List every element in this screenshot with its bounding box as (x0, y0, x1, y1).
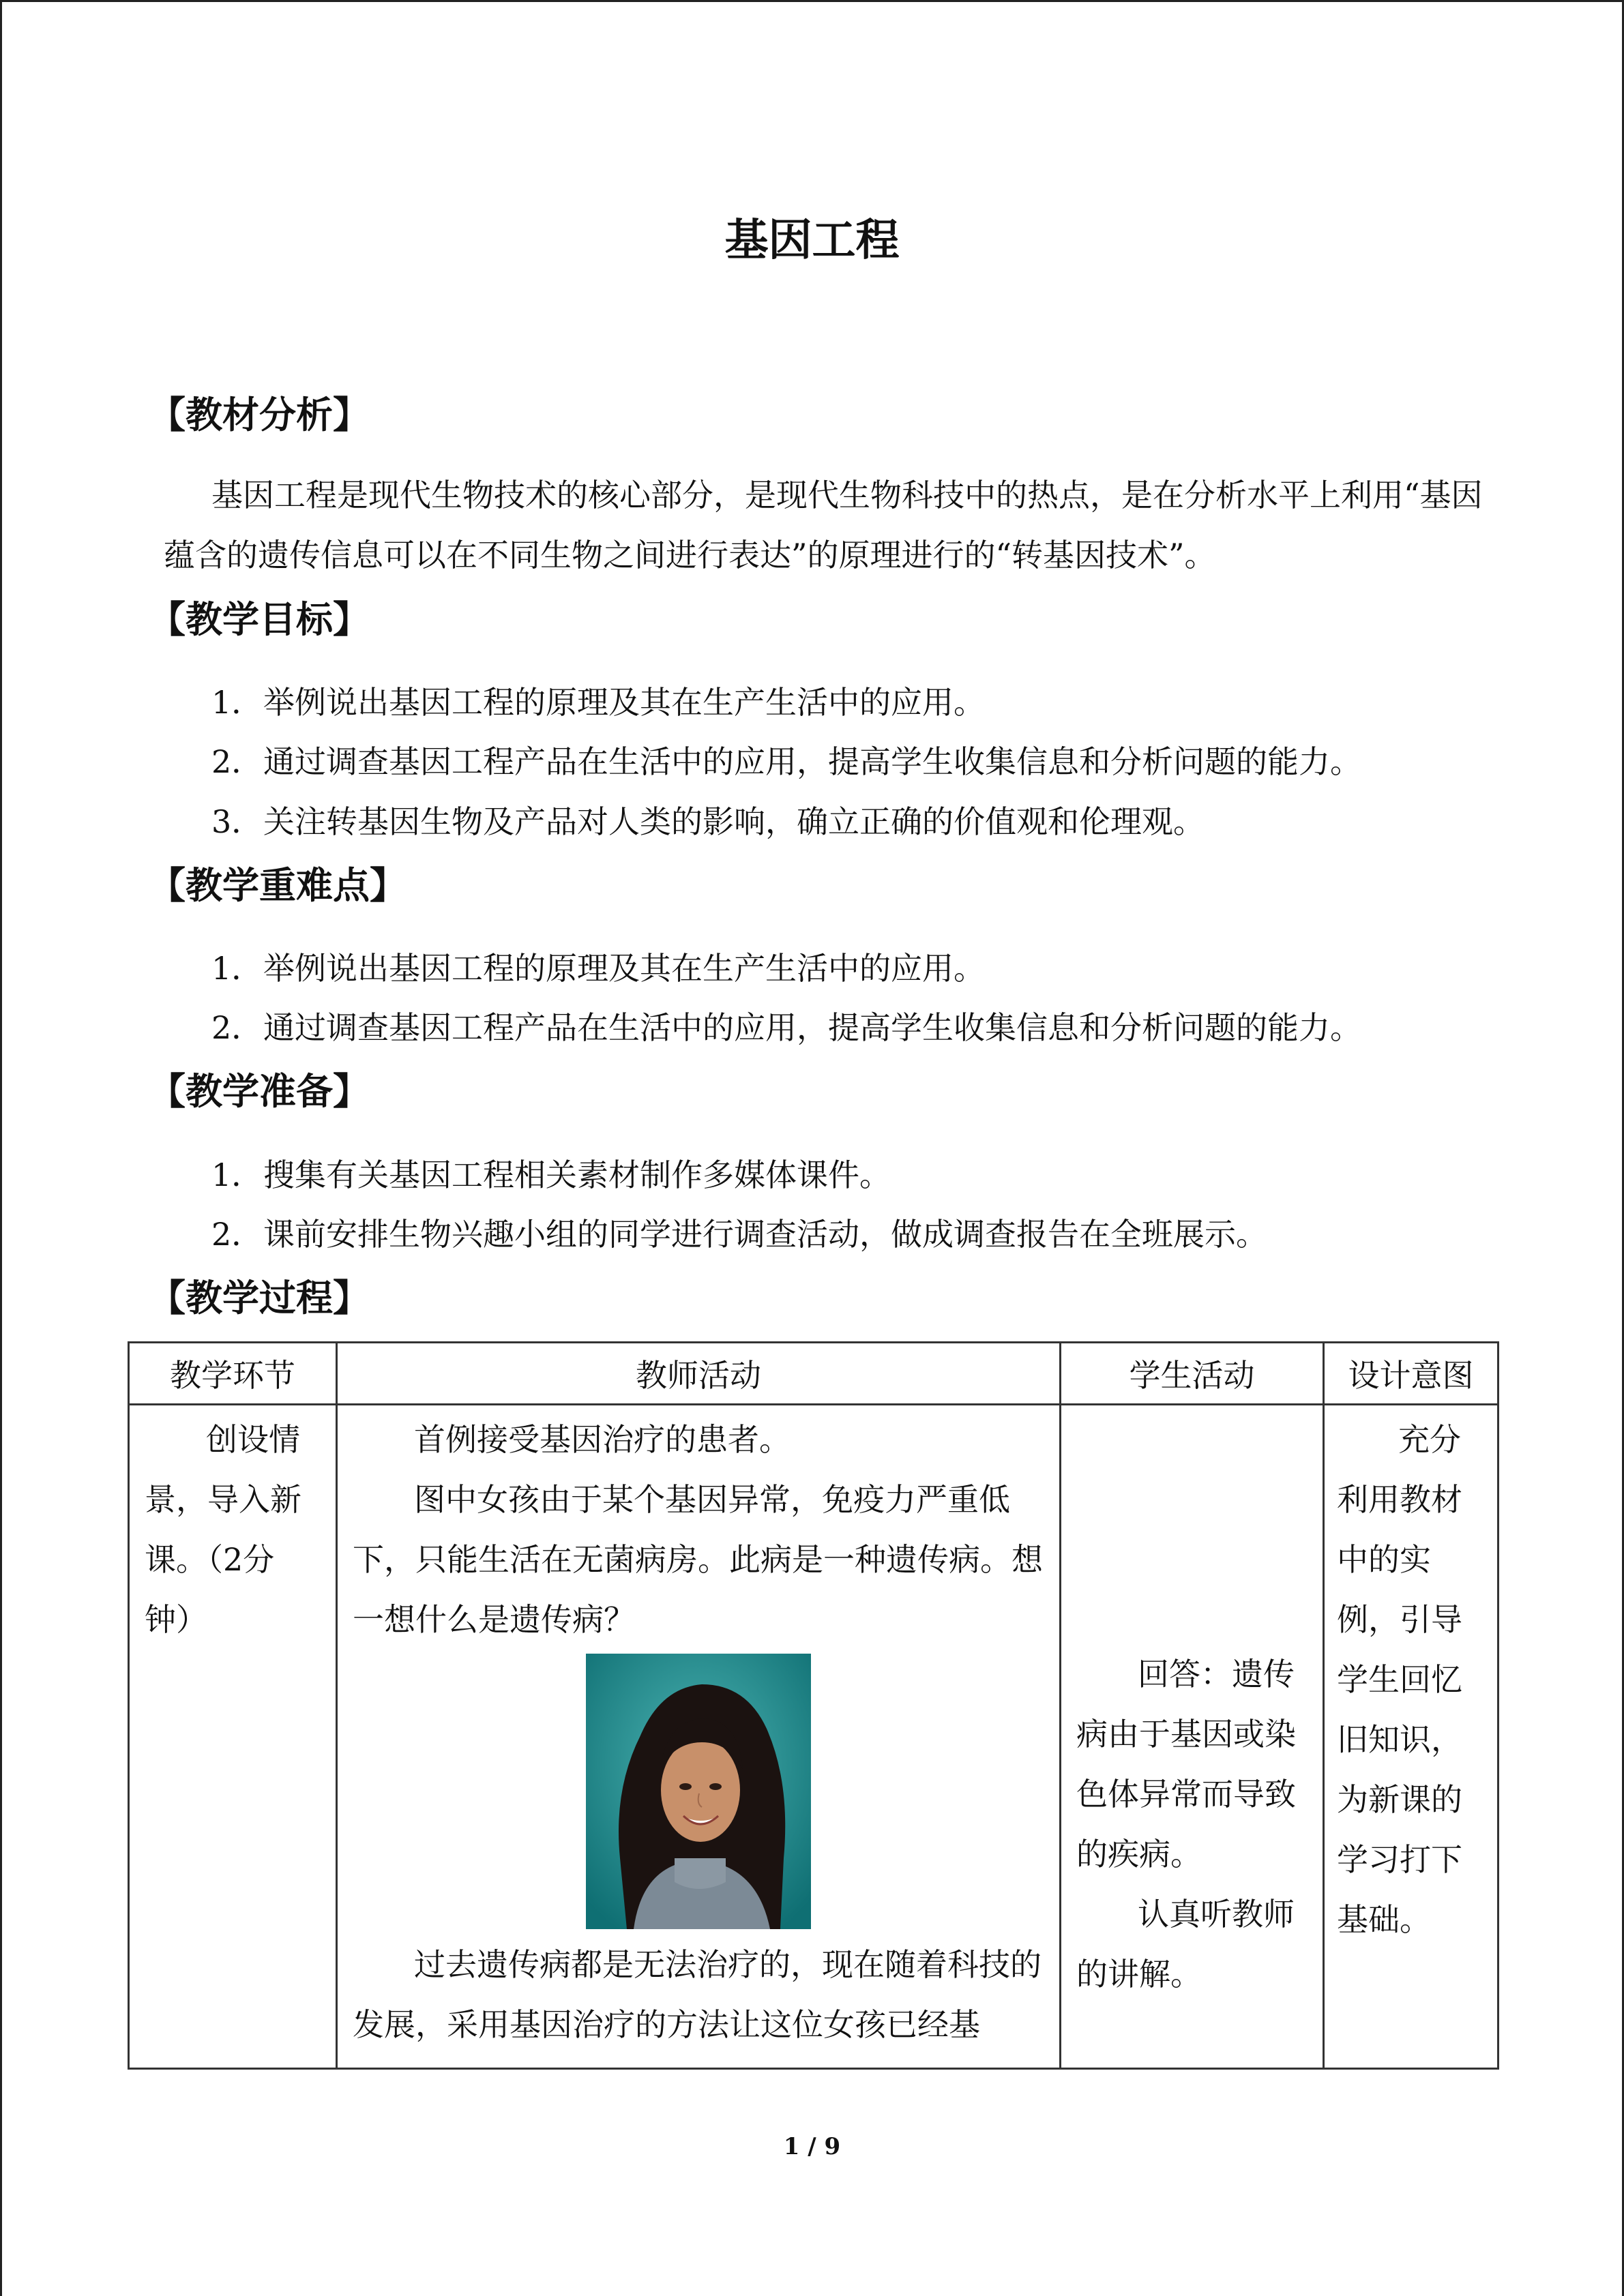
section-heading-key-points: 【教学重难点】 (149, 863, 407, 907)
header-design-intent: 设计意图 (1324, 1343, 1498, 1405)
preparation-item: 1．搜集有关基因工程相关素材制作多媒体课件。 (211, 1157, 891, 1193)
patient-photo (586, 1654, 811, 1929)
teacher-paragraph: 图中女孩由于某个基因异常，免疫力严重低下，只能生活在无菌病房。此病是一种遗传病。想一想什么是遗传病？ (353, 1481, 1043, 1638)
document-title: 基因工程 (724, 215, 900, 266)
stage-cell (129, 1405, 337, 2069)
teacher-paragraph: 首例接受基因治疗的患者。 (414, 1421, 791, 1458)
table-header-row (129, 1343, 1498, 1405)
section-heading-process: 【教学过程】 (149, 1276, 370, 1320)
table-row (129, 1405, 1498, 2069)
section-heading-preparation: 【教学准备】 (149, 1069, 370, 1113)
header-stage: 教学环节 (129, 1343, 337, 1405)
key-point-item: 2．通过调查基因工程产品在生活中的应用，提高学生收集信息和分析问题的能力。 (211, 1009, 1361, 1046)
student-paragraph: 认真听教师的讲解。 (1076, 1896, 1295, 1993)
page-number: 1 / 9 (783, 2133, 841, 2160)
goal-item: 1．举例说出基因工程的原理及其在生产生活中的应用。 (211, 684, 985, 721)
teaching-process-table (128, 1341, 1499, 2070)
section-heading-analysis: 【教材分析】 (149, 393, 370, 436)
analysis-paragraph-text: 基因工程是现代生物技术的核心部分，是现代生物科技中的热点，是在分析水平上利用“基因蕴含的遗传信息可以在不同生物之间进行表达”的原理进行的“转基因技术”。 (164, 477, 1483, 573)
student-activity-cell (1061, 1405, 1324, 2069)
teacher-activity-cell (337, 1405, 1061, 2069)
patient-photo-wrap (338, 1654, 1059, 1933)
design-intent-cell (1324, 1405, 1498, 2069)
section-heading-goals: 【教学目标】 (149, 597, 370, 641)
analysis-paragraph (164, 465, 1494, 585)
goal-item: 3．关注转基因生物及产品对人类的影响，确立正确的价值观和伦理观。 (211, 803, 1205, 840)
intent-text: 充分利用教材中的实例，引导学生回忆旧知识，为新课的学习打下基础。 (1337, 1421, 1462, 1938)
student-paragraph: 回答：遗传病由于基因或染色体异常而导致的疾病。 (1076, 1656, 1296, 1873)
teacher-paragraph: 过去遗传病都是无法治疗的，现在随着科技的发展，采用基因治疗的方法让这位女孩已经基 (353, 1946, 1042, 2043)
header-student-activity: 学生活动 (1061, 1343, 1324, 1405)
goal-item: 2．通过调查基因工程产品在生活中的应用，提高学生收集信息和分析问题的能力。 (211, 743, 1361, 780)
key-point-item: 1．举例说出基因工程的原理及其在生产生活中的应用。 (211, 950, 985, 987)
preparation-item: 2．课前安排生物兴趣小组的同学进行调查活动，做成调查报告在全班展示。 (211, 1216, 1267, 1253)
stage-text: 创设情景，导入新课。（2分钟） (145, 1421, 301, 1638)
header-teacher-activity: 教师活动 (337, 1343, 1061, 1405)
